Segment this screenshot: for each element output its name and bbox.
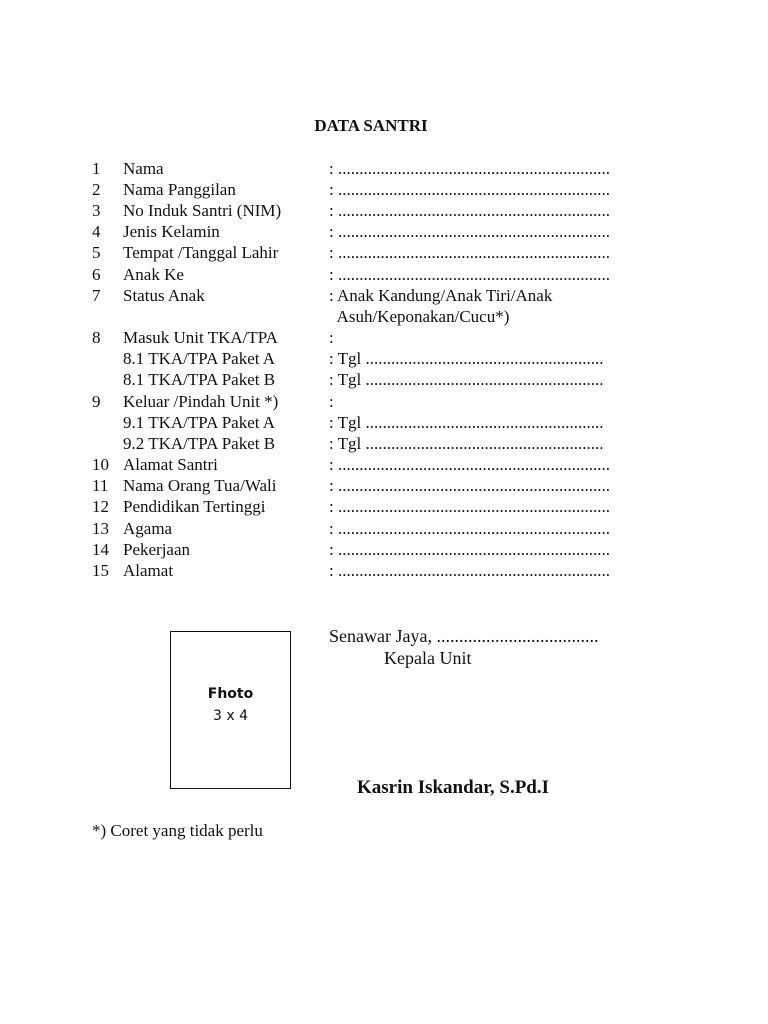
place-date-line: Senawar Jaya, .................................... (329, 626, 599, 646)
row-value: : Tgl ........................................................ (329, 434, 604, 453)
row-value: : ................................................................ (329, 265, 610, 284)
row-value: : ................................................................ (329, 455, 610, 474)
row-number: 15 (92, 561, 109, 580)
row-number: 4 (92, 222, 101, 241)
row-value: : Anak Kandung/Anak Tiri/Anak (329, 286, 553, 305)
row-number: 9 (92, 392, 101, 411)
photo-label: Fhoto (207, 686, 254, 702)
row-number: 12 (92, 497, 109, 516)
row-value: : ................................................................ (329, 561, 610, 580)
row-label: Nama Panggilan (123, 180, 236, 199)
row-label: Pendidikan Tertinggi (123, 497, 266, 516)
row-label: Nama (123, 159, 164, 178)
row-value: : ................................................................ (329, 519, 610, 538)
row-value: Asuh/Keponakan/Cucu*) (329, 307, 510, 326)
row-value: : (329, 392, 334, 411)
row-label: Nama Orang Tua/Wali (123, 476, 277, 495)
row-label: Jenis Kelamin (123, 222, 220, 241)
signer-role: Kepala Unit (384, 648, 472, 668)
row-value: : ................................................................ (329, 540, 610, 559)
row-label: Status Anak (123, 286, 205, 305)
row-label: Agama (123, 519, 173, 538)
row-value: : ................................................................ (329, 476, 610, 495)
row-value: : ................................................................ (329, 497, 610, 516)
row-value: : ................................................................ (329, 201, 610, 220)
row-value: : ................................................................ (329, 243, 610, 262)
row-label: 8.1 TKA/TPA Paket B (123, 370, 276, 389)
photo-size: 3 x 4 (213, 708, 248, 724)
row-value: : ................................................................ (329, 222, 610, 241)
row-number: 11 (92, 476, 109, 495)
row-number: 14 (92, 540, 109, 559)
row-label: Pekerjaan (123, 540, 191, 559)
row-label: 9.2 TKA/TPA Paket B (123, 434, 276, 453)
row-value: : Tgl ........................................................ (329, 349, 604, 368)
row-label: Tempat /Tanggal Lahir (123, 243, 279, 262)
row-label: 8.1 TKA/TPA Paket A (123, 349, 276, 368)
row-number: 10 (92, 455, 109, 474)
row-value: : ................................................................ (329, 180, 610, 199)
row-label: Alamat (123, 561, 174, 580)
footnote: *) Coret yang tidak perlu (92, 821, 263, 840)
row-label: Anak Ke (123, 265, 184, 284)
row-number: 1 (92, 159, 101, 178)
row-label: Alamat Santri (123, 455, 218, 474)
row-label: Keluar /Pindah Unit *) (123, 392, 279, 411)
row-label: Masuk Unit TKA/TPA (123, 328, 278, 347)
row-number: 13 (92, 519, 109, 538)
row-label: 9.1 TKA/TPA Paket A (123, 413, 276, 432)
row-number: 2 (92, 180, 101, 199)
document-title: DATA SANTRI (314, 116, 428, 135)
row-number: 8 (92, 328, 101, 347)
row-number: 5 (92, 243, 101, 262)
row-value: : Tgl ........................................................ (329, 413, 604, 432)
row-number: 3 (92, 201, 101, 220)
row-number: 6 (92, 265, 101, 284)
row-value: : (329, 328, 334, 347)
row-label: No Induk Santri (NIM) (123, 201, 282, 220)
signer-name: Kasrin Iskandar, S.Pd.I (357, 777, 550, 798)
row-value: : ................................................................ (329, 159, 610, 178)
photo-placeholder (170, 631, 291, 789)
row-value: : Tgl ........................................................ (329, 370, 604, 389)
row-number: 7 (92, 286, 101, 305)
